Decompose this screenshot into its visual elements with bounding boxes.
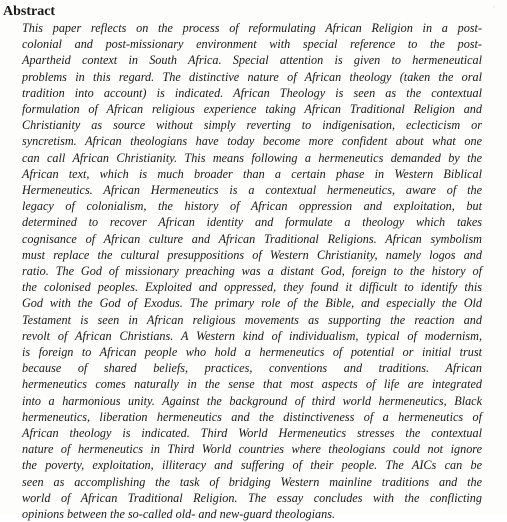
abstract-line: God with the God of Exodus. The primary role of the Bible, and especially the Old <box>22 296 482 311</box>
abstract-line: African theology is indicated. Third World Hermeneutics stresses the contextual <box>22 426 482 441</box>
abstract-body <box>22 20 482 522</box>
abstract-line: seen as accomplishing the task of bridging Western mainline traditions and the <box>22 474 482 489</box>
abstract-line: into a harmonious unity. Against the background of third world hermeneutics, Black <box>22 393 482 408</box>
abstract-heading: Abstract <box>3 4 56 19</box>
abstract-line: opinions between the so-called old- and new-guard theologians. <box>22 507 335 522</box>
abstract-line: world of African Traditional Religion. The essay concludes with the conflicting <box>22 490 482 505</box>
abstract-line: tradition into account) is indicated. African Theology is seen as the contextual <box>22 85 482 100</box>
abstract-line: because of shared beliefs, practices, conventions and traditions. African <box>22 361 482 376</box>
abstract-line: This paper reflects on the process of reformulating African Religion in a post- <box>22 21 482 35</box>
page-mark: ′ <box>493 5 496 16</box>
abstract-line: Apartheid context in South Africa. Special attention is given to hermeneutical <box>22 53 482 68</box>
abstract-line: African text, which is much broader than a certain phase in Western Biblical <box>22 166 482 181</box>
abstract-line: the colonised peoples. Exploited and oppressed, they found it difficult to identify this <box>22 280 482 295</box>
abstract-line: colonial and post-missionary environment with special reference to the post- <box>22 37 482 52</box>
abstract-line: hermeneutics, liberation hermeneutics and the distinctiveness of a hermeneutics of <box>22 409 482 424</box>
abstract-line: can call African Christianity. This means following a hermeneutics demanded by the <box>22 150 482 165</box>
abstract-line: ratio. The God of missionary preaching was a distant God, foreign to the history of <box>22 264 482 279</box>
abstract-line: problems in this regard. The distinctive nature of African theology (taken the oral <box>22 69 482 84</box>
abstract-line: formulation of African religious experience taking African Traditional Religion and <box>22 102 482 117</box>
abstract-line: must replace the cultural presuppositions of Western Christianity, namely logos and <box>22 247 482 262</box>
abstract-line: Hermeneutics. African Hermeneutics is a contextual hermeneutics, aware of the <box>22 183 482 198</box>
abstract-line: Testament is seen in African religious movements as supporting the reaction and <box>22 312 482 327</box>
abstract-line: legacy of colonialism, the history of African oppression and exploitation, but <box>22 199 482 214</box>
abstract-line: Christianity as source without simply reverting to indigenisation, eclecticism or <box>22 118 482 133</box>
abstract-line: cognisance of African culture and African Traditional Religions. African symbolism <box>22 231 482 246</box>
abstract-line: is foreign to African people who hold a hermeneutics of potential or initial trust <box>22 345 482 360</box>
abstract-line: the poverty, exploitation, illiteracy and suffering of their people. The AICs can be <box>22 458 482 473</box>
abstract-line: hermeneutics comes naturally in the sense that most aspects of life are integrated <box>22 377 482 392</box>
abstract-line: determined to recover African identity and formulate a theology which takes <box>22 215 482 230</box>
abstract-line: revolt of African Christians. A Western kind of individualism, typical of modernism, <box>22 328 482 343</box>
abstract-line: syncretism. African theologians have today become more confident about what one <box>22 134 482 149</box>
abstract-line: nature of hermeneutics in Third World countries where theologians could not ignore <box>22 442 482 457</box>
